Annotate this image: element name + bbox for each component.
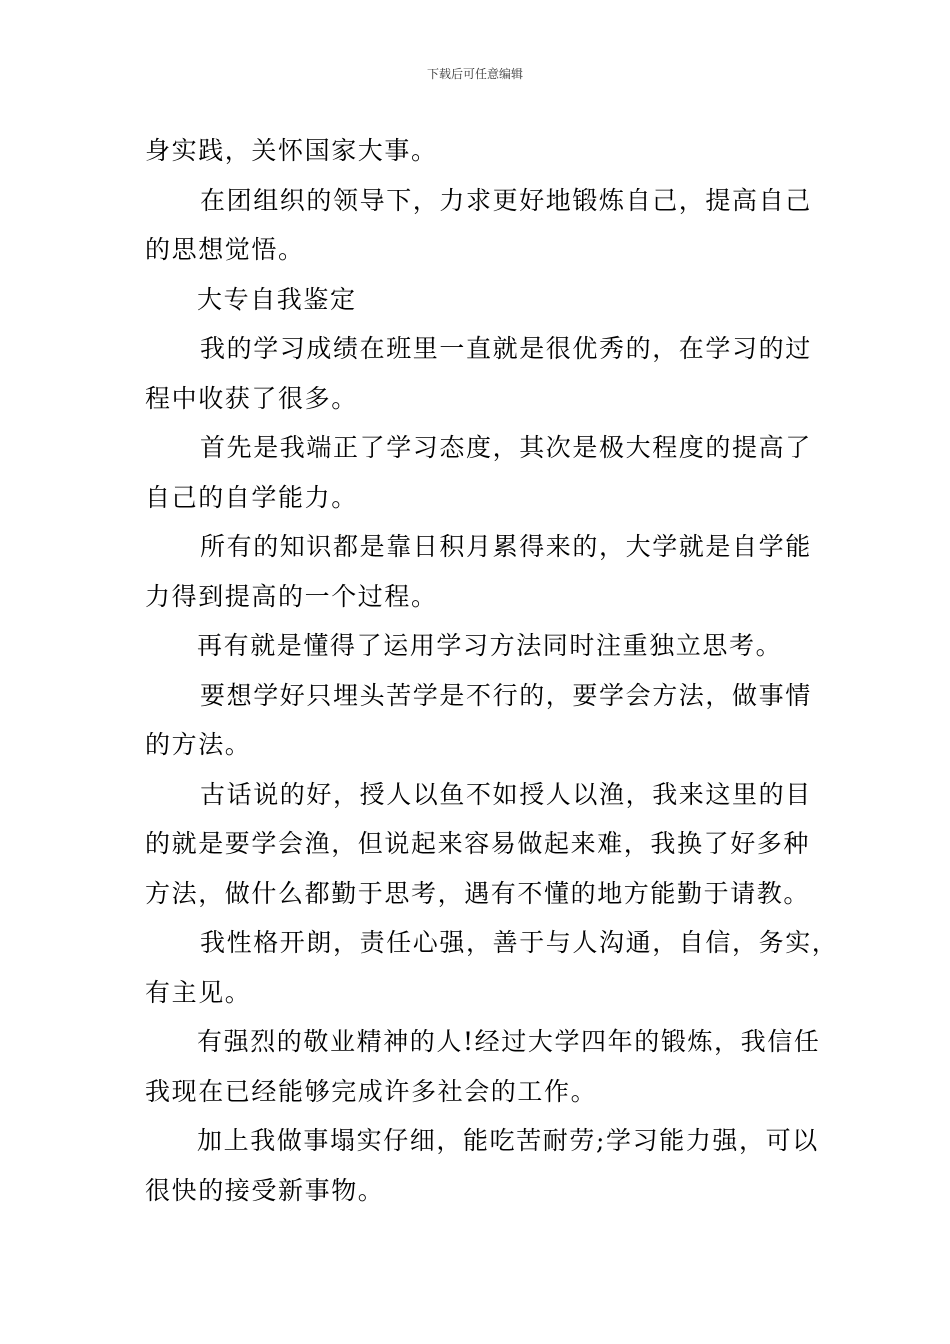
text-line: 的思想觉悟。 [145,235,305,264]
text-line: 有强烈的敬业精神的人!经过大学四年的锻炼，我信任 [197,1027,821,1056]
text-line: 我性格开朗，责任心强，善于与人沟通，自信，务实， [200,928,839,957]
text-line: 要想学好只埋头苦学是不行的，要学会方法，做事情 [200,680,812,710]
text-line: 的就是要学会渔，但说起来容易做起来难，我换了好多种 [145,829,811,858]
text-line: 自己的自学能力。 [145,482,358,512]
section-heading: 大专自我鉴定 [197,284,357,314]
text-line: 我现在已经能够完成许多社会的工作。 [145,1076,598,1106]
text-line: 我的学习成绩在班里一直就是很优秀的，在学习的过 [200,334,812,363]
text-line: 有主见。 [145,977,252,1007]
text-line: 加上我做事塌实仔细，能吃苦耐劳;学习能力强，可以 [197,1126,819,1155]
text-line: 的方法。 [145,730,252,759]
text-line: 所有的知识都是靠日积月累得来的，大学就是自学能 [200,532,812,561]
text-line: 首先是我端正了学习态度，其次是极大程度的提高了 [200,433,812,462]
page-header: 下载后可任意编辑 [426,67,523,81]
text-line: 再有就是懂得了运用学习方法同时注重独立思考。 [197,631,783,660]
document-body [145,126,839,1215]
text-line: 古话说的好，授人以鱼不如授人以渔，我来这里的目 [200,779,812,809]
text-line: 在团组织的领导下，力求更好地锻炼自己，提高自己 [200,185,812,215]
text-line: 很快的接受新事物。 [145,1175,385,1205]
text-line: 身实践，关怀国家大事。 [145,136,438,165]
text-line: 力得到提高的一个过程。 [145,581,438,611]
text-line: 程中收获了很多。 [145,383,358,413]
text-line: 方法，做什么都勤于思考，遇有不懂的地方能勤于请教。 [145,878,811,908]
